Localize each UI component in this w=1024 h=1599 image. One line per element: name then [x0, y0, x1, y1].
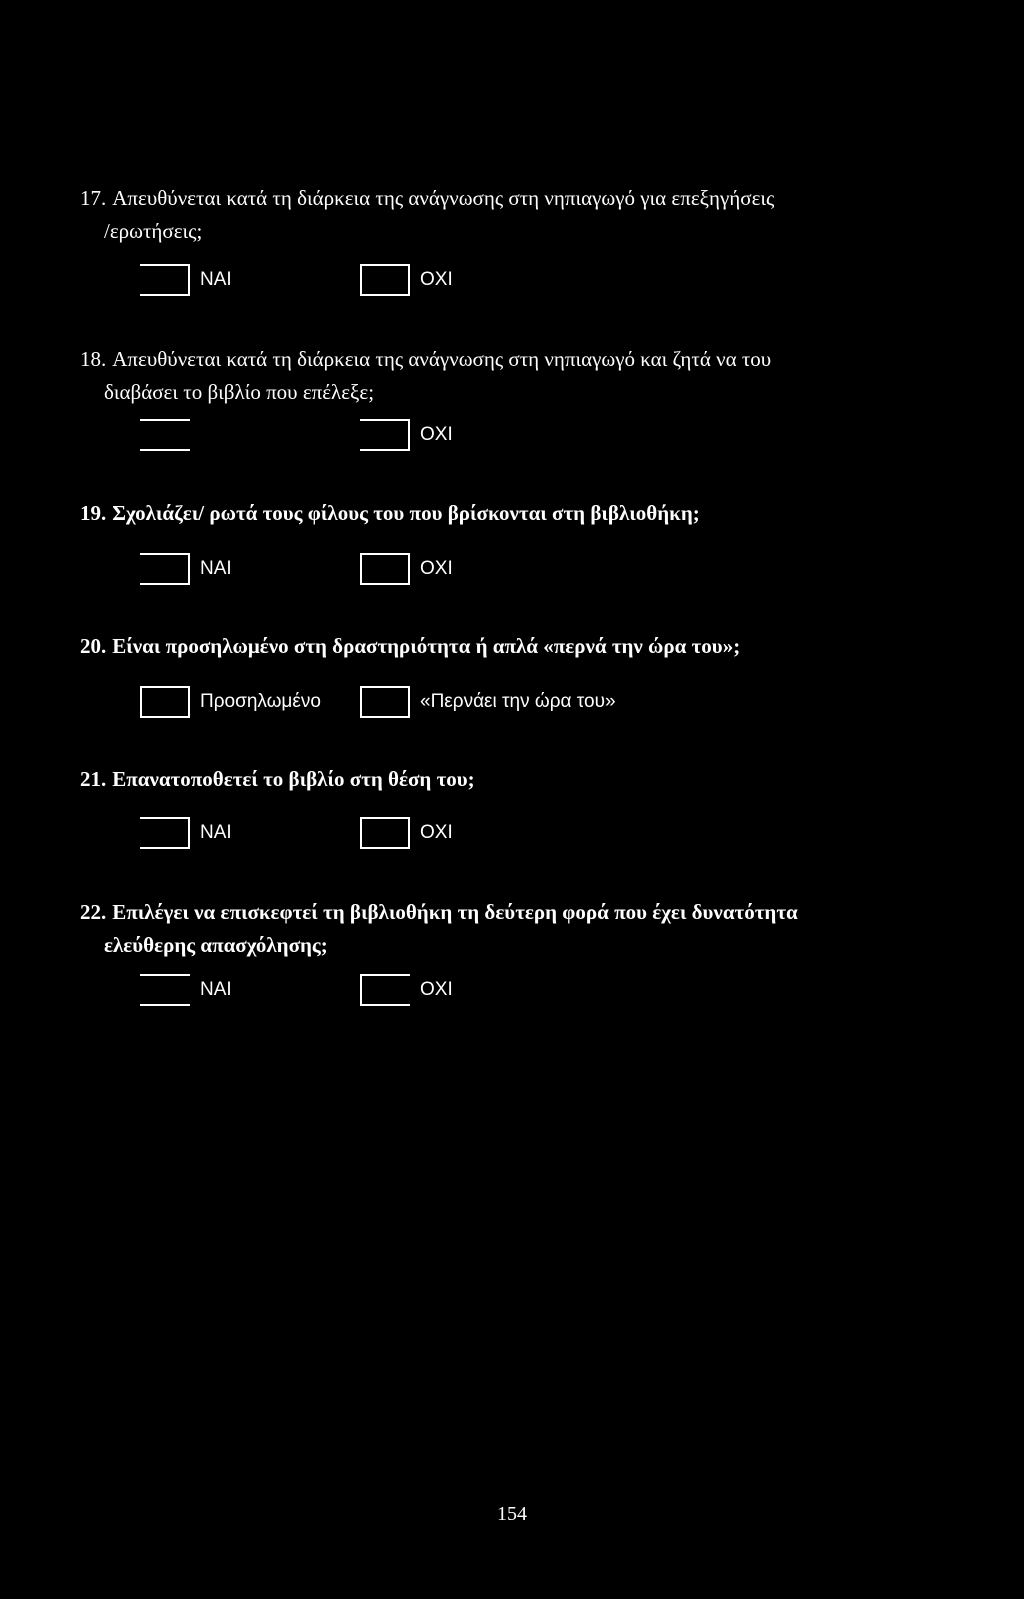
question-text: Σχολιάζει/ ρωτά τους φίλους του που βρίσκονται στη βιβλιοθήκη;	[112, 501, 700, 525]
option-label: ΝΑΙ	[200, 558, 232, 579]
option-no[interactable]	[360, 813, 453, 853]
option-yes[interactable]	[140, 970, 232, 1010]
question-text: Επανατοποθετεί το βιβλίο στη θέση του;	[112, 767, 475, 791]
question-text: Επιλέγει να επισκεφτεί τη βιβλιοθήκη τη δεύτερη φορά που έχει δυνατότητα	[112, 900, 798, 924]
checkbox[interactable]	[360, 553, 410, 585]
question-number: 20.	[80, 634, 107, 658]
question-number: 22.	[80, 900, 107, 924]
checkbox[interactable]	[140, 419, 190, 451]
question-17	[80, 182, 960, 248]
question-20	[80, 630, 960, 663]
option-label: ΟΧΙ	[420, 822, 453, 843]
option-label: ΟΧΙ	[420, 979, 453, 1000]
option-label: «Περνάει την ώρα του»	[420, 691, 616, 712]
question-22	[80, 896, 960, 962]
question-number: 21.	[80, 767, 107, 791]
option-label: ΝΑΙ	[200, 822, 232, 843]
option-no[interactable]	[360, 549, 453, 589]
option-no[interactable]	[360, 260, 453, 300]
option-yes[interactable]	[140, 415, 200, 455]
question-text: Απευθύνεται κατά τη διάρκεια της ανάγνωσης στη νηπιαγωγό για επεξηγήσεις	[112, 186, 775, 210]
checkbox[interactable]	[360, 817, 410, 849]
question-number: 18.	[80, 347, 107, 371]
checkbox[interactable]	[140, 264, 190, 296]
option-label: ΟΧΙ	[420, 269, 453, 290]
question-21	[80, 763, 960, 796]
option-label: ΝΑΙ	[200, 269, 232, 290]
option-focused[interactable]	[140, 682, 321, 722]
question-number: 17.	[80, 186, 107, 210]
checkbox[interactable]	[140, 974, 190, 1006]
question-text-continued: ελεύθερης απασχόλησης;	[104, 933, 328, 957]
option-label: ΟΧΙ	[420, 424, 453, 445]
option-label: ΝΑΙ	[200, 979, 232, 1000]
question-text-continued: /ερωτήσεις;	[104, 219, 203, 243]
option-yes[interactable]	[140, 549, 232, 589]
option-yes[interactable]	[140, 813, 232, 853]
option-label: Προσηλωμένο	[200, 691, 321, 712]
checkbox[interactable]	[140, 817, 190, 849]
option-yes[interactable]	[140, 260, 232, 300]
question-number: 19.	[80, 501, 107, 525]
option-no[interactable]	[360, 415, 453, 455]
checkbox[interactable]	[360, 264, 410, 296]
question-19	[80, 497, 960, 530]
option-passing-time[interactable]	[360, 682, 616, 722]
checkbox[interactable]	[360, 419, 410, 451]
option-no[interactable]	[360, 970, 453, 1010]
question-text: Απευθύνεται κατά τη διάρκεια της ανάγνωσης στη νηπιαγωγό και ζητά να του	[112, 347, 772, 371]
checkbox[interactable]	[360, 974, 410, 1006]
question-18	[80, 343, 960, 409]
question-text: Είναι προσηλωμένο στη δραστηριότητα ή απλά «περνά την ώρα του»;	[112, 634, 741, 658]
checkbox[interactable]	[360, 686, 410, 718]
question-text-continued: διαβάσει το βιβλίο που επέλεξε;	[104, 380, 375, 404]
page-number: 154	[497, 1503, 527, 1525]
checkbox[interactable]	[140, 686, 190, 718]
checkbox[interactable]	[140, 553, 190, 585]
option-label: ΟΧΙ	[420, 558, 453, 579]
